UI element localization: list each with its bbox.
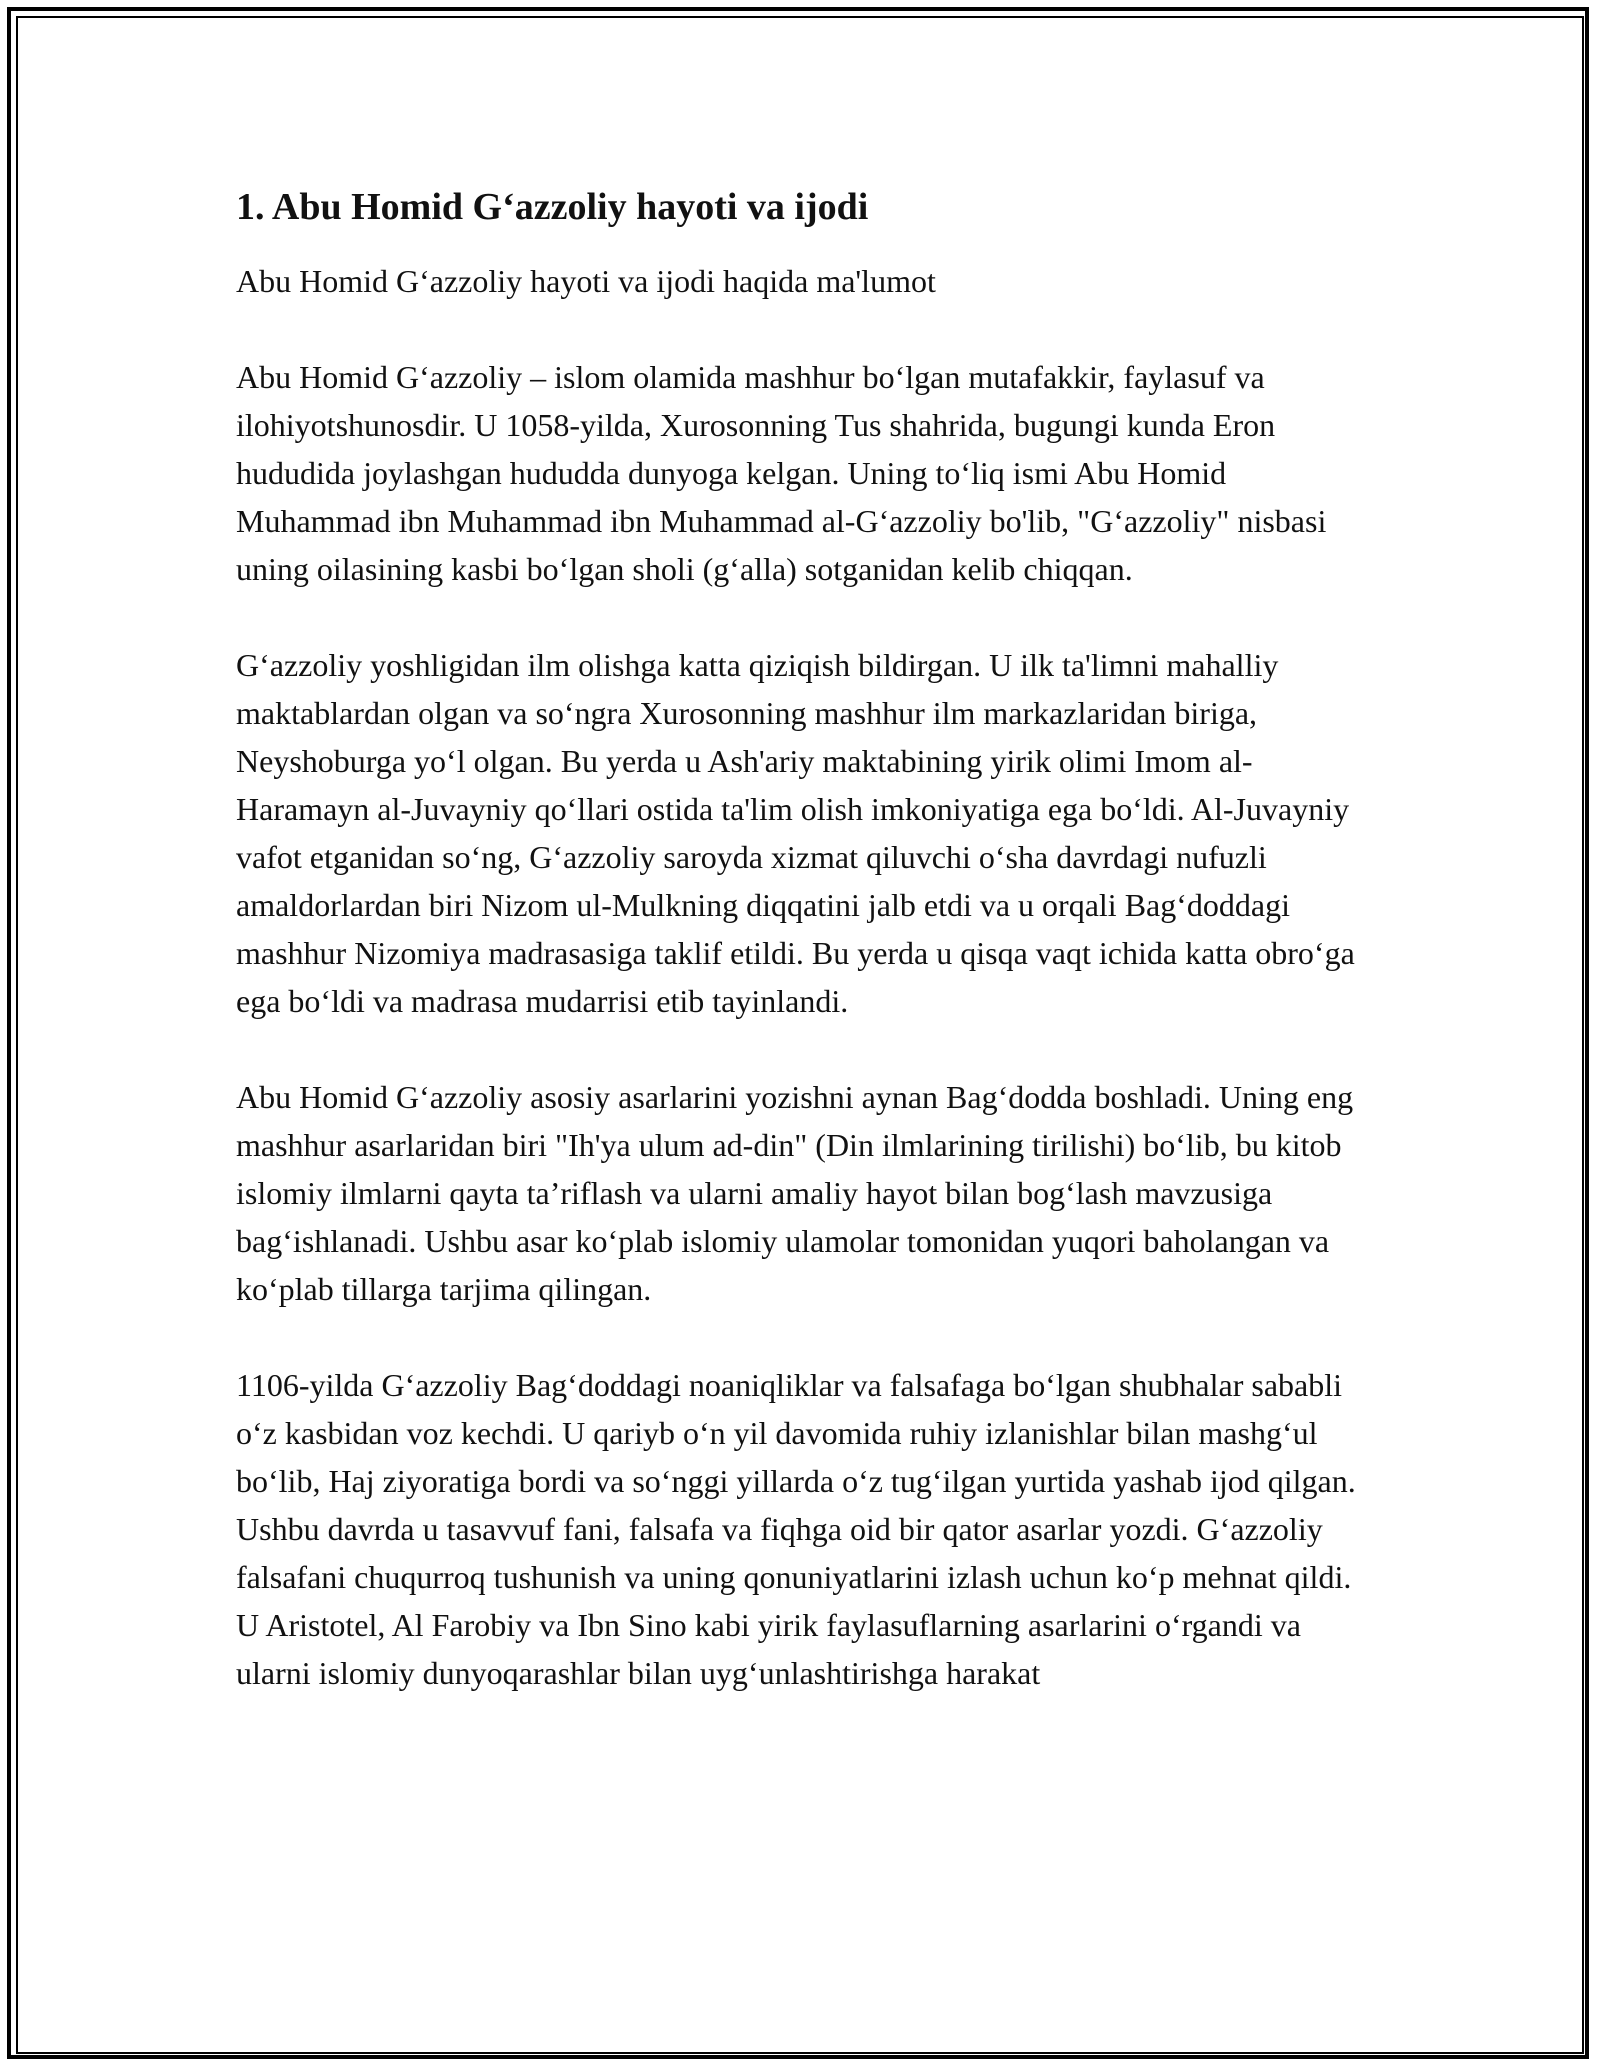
document-body [236,185,1370,1697]
document-subtitle: Abu Homid G‘azzoliy hayoti va ijodi haqida ma'lumot [236,262,936,299]
document-title: 1. Abu Homid G‘azzoliy hayoti va ijodi [236,186,869,228]
paragraph-4: 1106-yilda G‘azzoliy Bag‘doddagi noaniqliklar va falsafaga bo‘lgan shubhalar sababli o‘z kasbidan voz kechdi. U qariyb o‘n yil davomida ruhiy izlanishlar bilan mashg‘ul bo‘lib, Haj ziyoratiga bordi va so‘nggi yillarda o‘z tug‘ilgan yurtida yashab ijod qilgan. Ushbu davrda u tasavvuf fani, falsafa va fiqhga oid bir qator asarlar yozdi. G‘azzoliy falsafani chuqurroq tushunish va uning qonuniyatlarini izlash uchun ko‘p mehnat qildi. U Aristotel, Al Farobiy va Ibn Sino kabi yirik faylasuflarning asarlarini o‘rgandi va ularni islomiy dunyoqarashlar bilan uyg‘unlashtirishga harakat [236,1366,1356,1691]
paragraph-1: Abu Homid G‘azzoliy – islom olamida mashhur bo‘lgan mutafakkir, faylasuf va ilohiyotshunosdir. U 1058-yilda, Xurosonning Tus shahrida, bugungi kunda Eron hududida joylashgan hududda dunyoga kelgan. Uning to‘liq ismi Abu Homid Muhammad ibn Muhammad ibn Muhammad al-G‘azzoliy bo'lib, "G‘azzoliy" nisbasi uning oilasining kasbi bo‘lgan sholi (g‘alla) sotganidan kelib chiqqan. [236,358,1327,587]
paragraph-2: G‘azzoliy yoshligidan ilm olishga katta qiziqish bildirgan. U ilk ta'limni mahalliy maktablardan olgan va so‘ngra Xurosonning mashhur ilm markazlaridan biriga, Neyshoburga yo‘l olgan. Bu yerda u Ash'ariy maktabining yirik olimi Imom al-Haramayn al-Juvayniy qo‘llari ostida ta'lim olish imkoniyatiga ega bo‘ldi. Al-Juvayniy vafot etganidan so‘ng, G‘azzoliy saroyda xizmat qiluvchi o‘sha davrdagi nufuzli amaldorlardan biri Nizom ul-Mulkning diqqatini jalb etdi va u orqali Bag‘doddagi mashhur Nizomiya madrasasiga taklif etildi. Bu yerda u qisqa vaqt ichida katta obro‘ga ega bo‘ldi va madrasa mudarrisi etib tayinlandi. [236,646,1355,1019]
paragraph-3: Abu Homid G‘azzoliy asosiy asarlarini yozishni aynan Bag‘dodda boshladi. Uning eng mashhur asarlaridan biri "Ih'ya ulum ad-din" (Din ilmlarining tirilishi) bo‘lib, bu kitob islomiy ilmlarni qayta ta’riflash va ularni amaliy hayot bilan bog‘lash mavzusiga bag‘ishlanadi. Ushbu asar ko‘plab islomiy ulamolar tomonidan yuqori baholangan va ko‘plab tillarga tarjima qilingan. [236,1078,1354,1307]
